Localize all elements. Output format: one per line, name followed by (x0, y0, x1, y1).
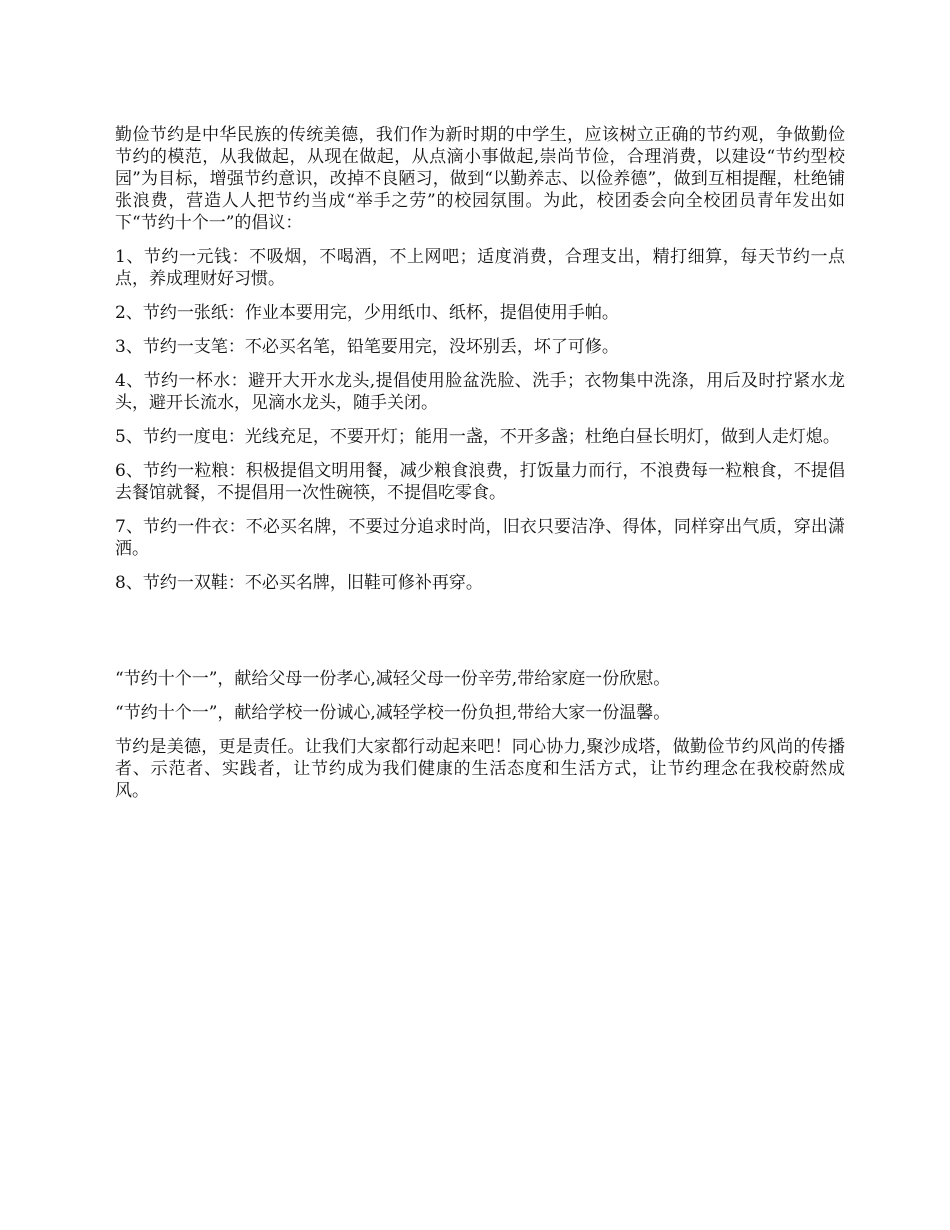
blank-gap (115, 606, 845, 668)
item-7-paragraph: 7、节约一件衣：不必买名牌，不要过分追求时尚，旧衣只要洁净、得体，同样穿出气质，穿出潇洒。 (115, 517, 845, 559)
closing-call-paragraph: 节约是美德，更是责任。让我们大家都行动起来吧！同心协力,聚沙成塔，做勤俭节约风尚的传播者、示范者、实践者，让节约成为我们健康的生活态度和生活方式，让节约理念在我校蔚然成风。 (115, 737, 845, 801)
item-8-paragraph: 8、节约一双鞋：不必买名牌，旧鞋可修补再穿。 (115, 573, 483, 593)
item-6-paragraph: 6、节约一粒粮：积极提倡文明用餐，减少粮食浪费，打饭量力而行，不浪费每一粒粮食，不提倡去餐馆就餐，不提倡用一次性碗筷，不提倡吃零食。 (115, 461, 845, 503)
item-1-paragraph: 1、节约一元钱：不吸烟，不喝酒，不上网吧；适度消费，合理支出，精打细算，每天节约一点点，养成理财好习惯。 (115, 247, 845, 289)
closing-parents-paragraph: “节约十个一”，献给父母一份孝心,减轻父母一份辛劳,带给家庭一份欣慰。 (115, 669, 671, 689)
closing-school-paragraph: “节约十个一”，献给学校一份诚心,减轻学校一份负担,带给大家一份温馨。 (115, 703, 671, 723)
document-page (115, 124, 845, 814)
intro-paragraph: 勤俭节约是中华民族的传统美德，我们作为新时期的中学生，应该树立正确的节约观，争做勤俭节约的模范，从我做起，从现在做起，从点滴小事做起,崇尚节俭，合理消费，以建设“节约型校园”为目标，增强节约意识，改掉不良陋习，做到“以勤养志、以俭养德”，做到互相提醒，杜绝铺张浪费，营造人人把节约当成“举手之劳”的校园氛围。为此，校团委会向全校团员青年发出如下“节约十个一”的倡议： (115, 125, 845, 233)
item-3-paragraph: 3、节约一支笔：不必买名笔，铅笔要用完，没坏别丢，坏了可修。 (115, 337, 619, 357)
item-2-paragraph: 2、节约一张纸：作业本要用完，少用纸巾、纸杯，提倡使用手帕。 (115, 303, 619, 323)
item-5-paragraph: 5、节约一度电：光线充足，不要开灯；能用一盏，不开多盏；杜绝白昼长明灯，做到人走灯熄。 (115, 427, 840, 447)
item-4-paragraph: 4、节约一杯水：避开大开水龙头,提倡使用脸盆洗脸、洗手；衣物集中洗涤，用后及时拧紧水龙头，避开长流水，见滴水龙头，随手关闭。 (115, 371, 845, 413)
